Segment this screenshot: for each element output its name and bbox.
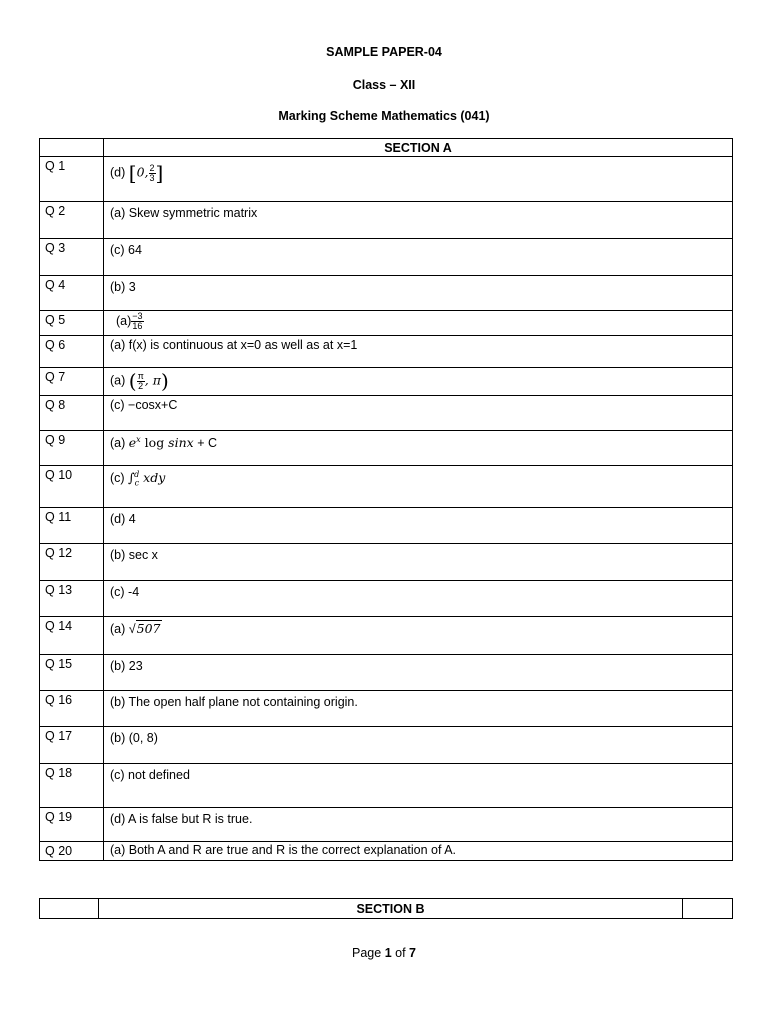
table-row: [40, 311, 733, 336]
question-number: Q 13: [40, 581, 104, 617]
question-number: Q 17: [40, 727, 104, 764]
answer-option: (a): [110, 436, 126, 451]
answer-text: (a) f(x) is continuous at x=0 as well as at x=1: [104, 336, 733, 368]
table-row: [40, 157, 733, 202]
math-fraction-two-thirds: $\frac{2}{3}$: [149, 162, 155, 183]
question-number: Q 1: [40, 157, 104, 202]
question-number: Q 14: [40, 617, 104, 655]
answer-cell: [104, 311, 733, 336]
math-paren-right: ): [160, 369, 169, 393]
math-fraction-pi-over-two: $\frac{\pi}{2}$: [137, 370, 144, 391]
answer-text: (b) 3: [104, 276, 733, 311]
answer-text: (d) A is false but R is true.: [104, 808, 733, 842]
answer-option: (a): [110, 622, 126, 636]
page-number: 1: [384, 946, 392, 960]
table-row: [40, 336, 733, 368]
empty-cell: [40, 899, 99, 919]
question-number: Q 16: [40, 691, 104, 727]
section-a-heading: SECTION A: [104, 139, 733, 157]
answer-text: (a) Skew symmetric matrix: [104, 202, 733, 239]
question-number: Q 5: [40, 311, 104, 336]
question-number: Q 11: [40, 508, 104, 544]
answer-cell: [104, 617, 733, 655]
answer-text: (c) not defined: [104, 764, 733, 808]
section-b-heading: SECTION B: [99, 899, 683, 919]
page-label: Page: [352, 946, 382, 960]
table-row: [40, 202, 733, 239]
answer-text: (c) −cosx+C: [104, 396, 733, 431]
section-a-table: [39, 138, 733, 861]
table-row: [40, 239, 733, 276]
subject-line: Marking Scheme Mathematics (041): [278, 109, 490, 123]
table-row: [40, 691, 733, 727]
answer-option: (a): [110, 373, 126, 388]
table-row: [40, 764, 733, 808]
answer-text: (d) 4: [104, 508, 733, 544]
answer-text: (b) The open half plane not containing origin.: [104, 691, 733, 727]
answer-text: (c) 64: [104, 239, 733, 276]
question-number: Q 2: [40, 202, 104, 239]
answer-text: (b) 23: [104, 655, 733, 691]
table-row: [40, 396, 733, 431]
math-constant: + C: [197, 436, 217, 451]
answer-cell: [104, 466, 733, 508]
page-total: 7: [409, 946, 416, 960]
math-zero: 0,: [136, 164, 149, 180]
table-row: [40, 655, 733, 691]
answer-cell: [104, 431, 733, 466]
math-bracket-right: ]: [155, 161, 164, 185]
paper-title: SAMPLE PAPER-04: [326, 45, 442, 59]
table-row: [40, 276, 733, 311]
table-row: [40, 842, 733, 861]
question-number: Q 8: [40, 396, 104, 431]
question-number: Q 20: [40, 842, 104, 861]
table-row: [40, 508, 733, 544]
table-row: [40, 466, 733, 508]
table-row: [40, 431, 733, 466]
math-sqrt: √507: [128, 621, 161, 636]
question-number: Q 10: [40, 466, 104, 508]
answer-option: (d): [110, 165, 126, 180]
math-expression: $e^x$ log sinx: [128, 435, 194, 451]
answer-text: (c) -4: [104, 581, 733, 617]
question-number: Q 3: [40, 239, 104, 276]
question-number: Q 9: [40, 431, 104, 466]
math-fraction-neg-three-sixteenths: $\frac{-3}{16}$: [132, 311, 143, 331]
question-number: Q 12: [40, 544, 104, 581]
question-number: Q 6: [40, 336, 104, 368]
answer-text: (a) Both A and R are true and R is the correct explanation of A.: [104, 842, 733, 861]
question-number: Q 18: [40, 764, 104, 808]
question-number: Q 19: [40, 808, 104, 842]
math-pi: , π: [144, 372, 161, 388]
question-number: Q 7: [40, 368, 104, 396]
answer-option: (a): [116, 313, 132, 328]
answer-text: (b) sec x: [104, 544, 733, 581]
answer-option: (c): [110, 471, 125, 486]
table-row: [40, 808, 733, 842]
table-row: [40, 727, 733, 764]
table-row: [40, 617, 733, 655]
question-number: Q 4: [40, 276, 104, 311]
page-footer: [0, 946, 768, 960]
answer-text: (b) (0, 8): [104, 727, 733, 764]
table-row: [40, 368, 733, 396]
of-label: of: [395, 946, 406, 960]
empty-cell: [683, 899, 733, 919]
table-row: [40, 581, 733, 617]
class-line: Class – XII: [352, 78, 416, 92]
section-b-table: [39, 898, 733, 919]
math-paren-left: (: [128, 369, 137, 393]
answer-cell: [104, 157, 733, 202]
table-row: [40, 544, 733, 581]
math-bracket-left: [: [128, 161, 137, 185]
answer-cell: [104, 368, 733, 396]
math-integral: $\int_c^d$ xdy: [128, 470, 166, 488]
question-number: Q 15: [40, 655, 104, 691]
